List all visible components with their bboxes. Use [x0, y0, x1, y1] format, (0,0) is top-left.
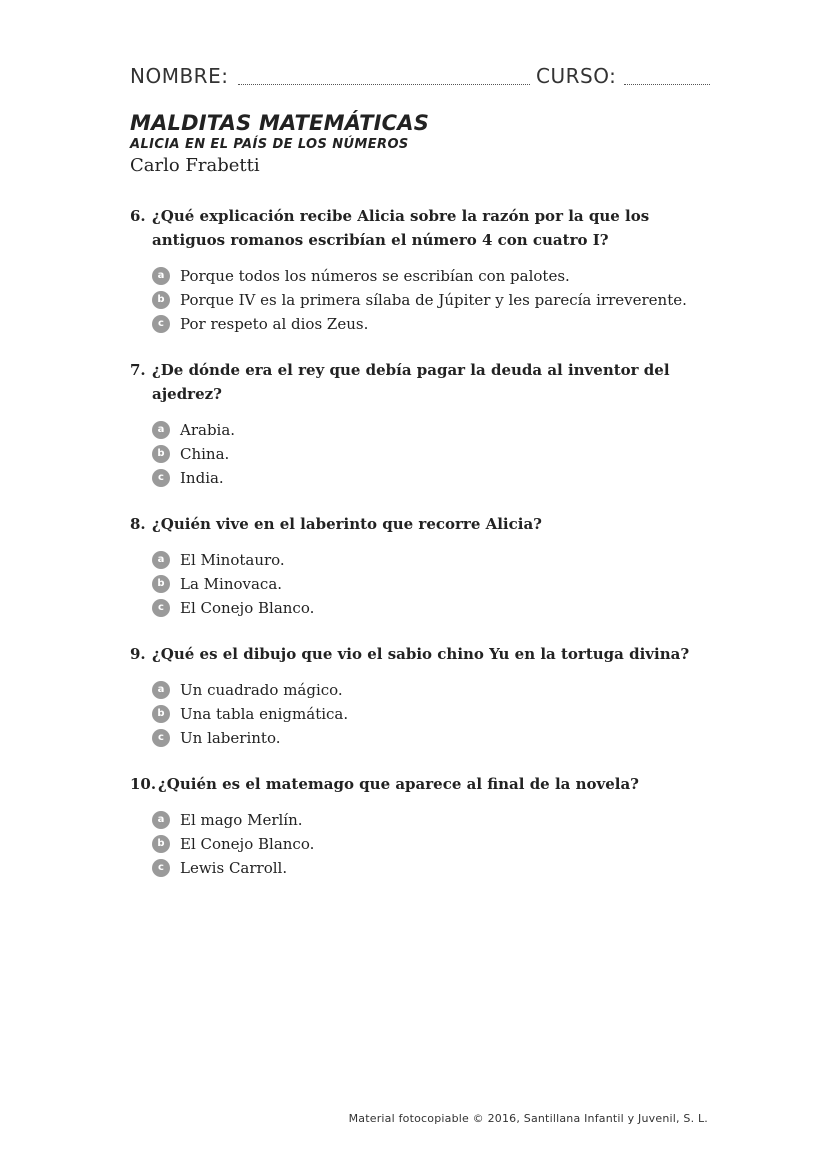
question-number: 8.: [130, 515, 146, 533]
option-text: La Minovaca.: [180, 575, 283, 593]
option-letter-badge: a: [152, 267, 170, 285]
question-item: [130, 772, 710, 880]
answer-options: [130, 808, 710, 880]
answer-option[interactable]: [152, 548, 710, 572]
option-text: Porque todos los números se escribían con palotes.: [180, 267, 570, 285]
option-text: Un cuadrado mágico.: [180, 681, 343, 699]
question-number: 10.: [130, 775, 157, 793]
question-heading: [130, 772, 710, 796]
question-list: [130, 204, 710, 902]
option-text: El mago Merlín.: [180, 811, 303, 829]
option-text: Lewis Carroll.: [180, 859, 288, 877]
option-letter-badge: c: [152, 859, 170, 877]
answer-option[interactable]: [152, 832, 710, 856]
answer-options: [130, 678, 710, 750]
option-letter-badge: b: [152, 835, 170, 853]
book-author: Carlo Frabetti: [130, 155, 260, 176]
answer-option[interactable]: [152, 466, 710, 490]
option-letter-badge: b: [152, 291, 170, 309]
nombre-field[interactable]: [238, 84, 530, 85]
answer-option[interactable]: [152, 702, 710, 726]
option-letter-badge: c: [152, 469, 170, 487]
answer-option[interactable]: [152, 856, 710, 880]
question-number: 9.: [130, 645, 146, 663]
option-letter-badge: c: [152, 729, 170, 747]
question-text: ¿De dónde era el rey que debía pagar la deuda al inventor del ajedrez?: [152, 361, 670, 403]
curso-label: CURSO:: [536, 64, 617, 88]
question-heading: [130, 512, 710, 536]
answer-option[interactable]: [152, 312, 710, 336]
option-text: Por respeto al dios Zeus.: [180, 315, 369, 333]
book-subtitle: ALICIA EN EL PAÍS DE LOS NÚMEROS: [130, 137, 409, 152]
answer-options: [130, 264, 710, 336]
option-text: Un laberinto.: [180, 729, 281, 747]
option-letter-badge: a: [152, 681, 170, 699]
question-text: ¿Qué explicación recibe Alicia sobre la razón por la que los antiguos romanos escribían el número 4 con cuatro I?: [152, 207, 650, 249]
question-heading: [130, 358, 710, 406]
answer-option[interactable]: [152, 726, 710, 750]
question-item: [130, 512, 710, 620]
question-item: [130, 642, 710, 750]
option-letter-badge: c: [152, 315, 170, 333]
curso-field[interactable]: [624, 84, 710, 85]
answer-option[interactable]: [152, 596, 710, 620]
option-text: El Minotauro.: [180, 551, 285, 569]
answer-option[interactable]: [152, 442, 710, 466]
option-letter-badge: a: [152, 421, 170, 439]
option-text: El Conejo Blanco.: [180, 835, 315, 853]
answer-options: [130, 418, 710, 490]
answer-options: [130, 548, 710, 620]
answer-option[interactable]: [152, 288, 710, 312]
option-text: El Conejo Blanco.: [180, 599, 315, 617]
question-text: ¿Quién vive en el laberinto que recorre Alicia?: [152, 515, 542, 533]
question-item: [130, 358, 710, 490]
answer-option[interactable]: [152, 418, 710, 442]
option-letter-badge: b: [152, 705, 170, 723]
question-text: ¿Qué es el dibujo que vio el sabio chino Yu en la tortuga divina?: [152, 645, 690, 663]
book-title: MALDITAS MATEMÁTICAS: [130, 111, 430, 135]
option-text: Arabia.: [180, 421, 236, 439]
copyright-footer: Material fotocopiable © 2016, Santillana Infantil y Juvenil, S. L.: [348, 1112, 708, 1125]
answer-option[interactable]: [152, 678, 710, 702]
option-letter-badge: a: [152, 551, 170, 569]
question-heading: [130, 642, 710, 666]
question-item: [130, 204, 710, 336]
answer-option[interactable]: [152, 808, 710, 832]
student-info-header: [130, 62, 712, 92]
answer-option[interactable]: [152, 264, 710, 288]
question-text: ¿Quién es el matemago que aparece al final de la novela?: [158, 775, 639, 793]
option-text: China.: [180, 445, 230, 463]
question-number: 7.: [130, 361, 146, 379]
option-letter-badge: c: [152, 599, 170, 617]
question-heading: [130, 204, 710, 252]
book-info: [130, 110, 429, 179]
question-number: 6.: [130, 207, 146, 225]
option-letter-badge: b: [152, 445, 170, 463]
option-text: India.: [180, 469, 224, 487]
option-text: Porque IV es la primera sílaba de Júpiter y les parecía irreverente.: [180, 291, 687, 309]
option-letter-badge: a: [152, 811, 170, 829]
option-text: Una tabla enigmática.: [180, 705, 349, 723]
answer-option[interactable]: [152, 572, 710, 596]
nombre-label: NOMBRE:: [130, 64, 229, 88]
option-letter-badge: b: [152, 575, 170, 593]
